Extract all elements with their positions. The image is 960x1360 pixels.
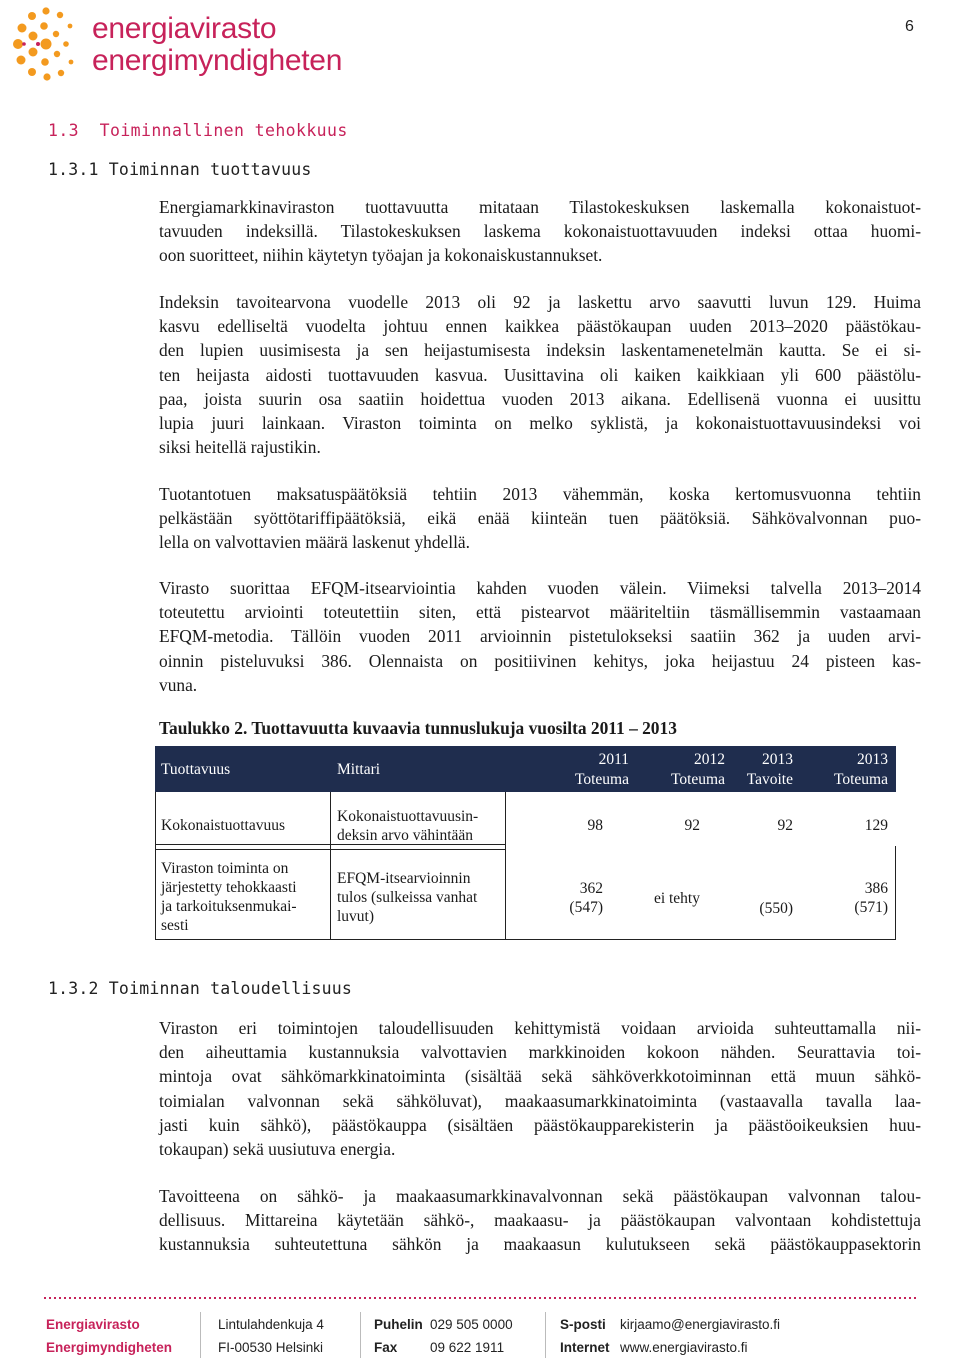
footer-separator [360, 1312, 361, 1358]
table-border [895, 846, 896, 940]
footer-address-city: FI-00530 Helsinki [218, 1340, 324, 1355]
header-type: Toteuma [670, 771, 725, 788]
header-2011-toteuma [535, 750, 629, 790]
row2-mittari [337, 869, 477, 926]
footer-address-street: Lintulahdenkuja 4 [218, 1317, 324, 1332]
footer-fax-label: Fax [374, 1340, 398, 1355]
footer-web-label: Internet [560, 1340, 610, 1355]
cell-line: (571) [854, 899, 888, 916]
cell-line: Viraston toiminta on [161, 860, 289, 877]
footer-separator [545, 1312, 546, 1358]
text-line: jasti kuin sähkö), päästökauppa (sisältäen päästökaupparekisterin ja päästöoikeuksien huu- [159, 1114, 921, 1135]
page-number: 6 [905, 18, 914, 35]
text-line: Energiamarkkinaviraston tuottavuutta mitataan Tilastokeskuksen laskemalla kokonaistuot- [159, 197, 921, 217]
text-line: ten heijasta aidosti tuottavuuden kasvua. Uusittavina oli kaiken kaikkiaan yli 600 päästölu- [159, 364, 921, 385]
text-line: lella on valvottavien määrä laskenut yhdellä. [159, 532, 470, 553]
text-line: Tuotantotuen maksatuspäätöksiä tehtiin 2013 vähemmän, koska kertomusvuonna tehtiin [159, 484, 921, 504]
text-line: den aiheuttamia kustannuksia valvottavien markkinoiden kokoon nähden. Seurattavia toi- [159, 1042, 921, 1063]
text-line: den lupien uusimisesta ja sen heijastumisesta indeksin laskentamenetelmän kautta. Se ei si- [159, 340, 921, 361]
text-line: mintoja ovat sähkömarkkinatoiminta (sisältää sekä sähköverkkotoiminnan että muun sähkö- [159, 1066, 921, 1087]
cell-line: tulos (sulkeissa vanhat [337, 889, 478, 906]
text-line: Indeksin tavoitearvona vuodelle 2013 oli 92 ja laskettu arvo saavutti luvun 129. Huima [159, 292, 921, 312]
cell-line: Kokonaistuottavuusin- [337, 808, 479, 825]
text-line: kustannuksia suhteutettuna sähkön ja maakaasun kulutukseen sekä päästökauppasektorin [159, 1234, 921, 1255]
footer-email: kirjaamo@energiavirasto.fi [620, 1317, 781, 1332]
paragraph-production-support [159, 482, 921, 555]
header-2013-toteuma [800, 750, 888, 790]
footer-fax: 09 622 1911 [430, 1340, 505, 1355]
cell-line: deksin arvo vähintään [337, 827, 474, 844]
text-line: paa, joista suurin osa saatiin hoidettua vuoden 2013 aikana. Edellisenä vuonna ei uusittu [159, 388, 921, 409]
footer-separator [200, 1312, 201, 1358]
text-line: kasvu edelliseltä vuodelta johtuu ennen kaikkea päästökaupan uuden 2013–2020 päästökau- [159, 316, 921, 337]
footer-brand-fi: Energiavirasto [46, 1317, 140, 1332]
text-line: Viraston eri toimintojen taloudellisuuden kehittymistä voidaan arvioida suhteuttamalla nii- [159, 1018, 921, 1038]
logo-text-sv: energimyndigheten [92, 44, 343, 77]
cell-line: (547) [569, 899, 603, 916]
footer-phone-label: Puhelin [374, 1317, 423, 1332]
cell-line: luvut) [337, 908, 375, 925]
text-line: pelkästään syöttötariffipäätöksiä, eikä enää kiinteän tuen päätöksiä. Sähkövalvonnan puo- [159, 508, 921, 529]
paragraph-efqm [159, 576, 921, 697]
text-line: tavuuden indeksillä. Tilastokeskuksen laskema kokonaistuottavuuden indeksi ottaa huomi- [159, 221, 921, 242]
row1-2013-tavoite: 92 [777, 817, 793, 834]
cell-line: 386 [864, 880, 888, 897]
text-line: vuna. [159, 674, 198, 695]
text-line: siksi heitellä rajustikin. [159, 437, 321, 458]
row2-2011 [535, 879, 603, 917]
paragraph-index-result [159, 290, 921, 459]
cell-line: 362 [579, 880, 603, 897]
row1-2011: 98 [587, 817, 603, 834]
footer-web: www.energiavirasto.fi [620, 1340, 748, 1355]
row2-2013-toteuma [800, 879, 888, 917]
header-tuottavuus: Tuottavuus [161, 761, 231, 778]
text-line: oinnin pisteluvuksi 386. Olennaista on positiivinen kehitys, joka heijastuu 24 pisteen kas- [159, 650, 921, 671]
text-line: EFQM-metodia. Tällöin vuoden 2011 arvioinnin pistetulokseksi saatiin 362 ja uuden arvi- [159, 626, 921, 647]
text-line: toteutettu arviointi toteutettiin siten, että pistearvot määriteltiin täsmällisemmin vastaamaan [159, 602, 921, 623]
table-border [330, 792, 331, 940]
section-heading: 1.3 Toiminnallinen tehokkuus [48, 121, 348, 140]
text-line: lupia juuri lainkaan. Viraston toiminta on melko syklistä, ja kokonaistuottavuusindeksi voi [159, 413, 921, 434]
paragraph-productivity-measure [159, 195, 921, 268]
row2-2013-tavoite: (550) [759, 900, 793, 917]
energiavirasto-logo [8, 6, 84, 82]
table-border [505, 792, 506, 940]
logo-text-fi: energiavirasto [92, 12, 277, 45]
footer-phone: 029 505 0000 [430, 1317, 513, 1332]
header-year: 2013 [762, 751, 793, 768]
text-line: Tavoitteena on sähkö- ja maakaasumarkkinavalvonnan sekä päästökaupan valvonnan talou- [159, 1186, 921, 1206]
header-year: 2012 [694, 751, 725, 768]
subsection-heading-economy: 1.3.2 Toiminnan taloudellisuus [48, 979, 353, 998]
header-2013-tavoite [725, 750, 793, 790]
header-type: Toteuma [574, 771, 629, 788]
header-year: 2011 [598, 751, 629, 768]
table-border [155, 849, 506, 850]
footer-dotted-rule [44, 1297, 916, 1299]
header-type: Tavoite [746, 771, 793, 788]
footer-brand-sv: Energimyndigheten [46, 1340, 173, 1355]
table-border [155, 792, 156, 940]
header-mittari: Mittari [337, 761, 381, 778]
row1-2013-toteuma: 129 [864, 817, 888, 834]
footer-email-label: S-posti [560, 1317, 606, 1332]
header-year: 2013 [857, 751, 888, 768]
text-line: dellisuus. Mittareina käytetään sähkö-, maakaasu- ja päästökaupan valvontaan kohdistettuja [159, 1210, 921, 1231]
cell-line: EFQM-itsearvioinnin [337, 870, 471, 887]
paragraph-economy-intro [159, 1016, 921, 1161]
subsection-heading-productivity: 1.3.1 Toiminnan tuottavuus [48, 160, 312, 179]
text-line: toimialan valvonnan sekä sähköluvat), maakaasumarkkinatoiminta (vastaavalla tavalla laa- [159, 1090, 921, 1111]
cell-line: järjestetty tehokkaasti [161, 879, 297, 896]
paragraph-economy-goal [159, 1184, 921, 1257]
productivity-kpi-table [155, 746, 896, 940]
text-line: Virasto suorittaa EFQM-itsearviointia kahden vuoden välein. Viimeksi talvella 2013–2014 [159, 578, 921, 598]
row1-tuottavuus: Kokonaistuottavuus [161, 817, 285, 834]
text-line: oon suoritteet, niihin käytetyn työajan ja kokonaiskustannukset. [159, 245, 603, 266]
table-border [155, 939, 896, 940]
row2-tuottavuus [161, 859, 297, 935]
text-line: tokaupan) sekä uusiutuva energia. [159, 1139, 396, 1160]
header-2012-toteuma [630, 750, 725, 790]
row1-mittari [337, 807, 478, 845]
row2-2012: ei tehty [653, 890, 700, 907]
row1-2012: 92 [684, 817, 700, 834]
cell-line: ja tarkoituksenmukai- [161, 898, 297, 915]
header-type: Toteuma [833, 771, 888, 788]
cell-line: sesti [161, 917, 189, 934]
table-caption: Taulukko 2. Tuottavuutta kuvaavia tunnuslukuja vuosilta 2011 – 2013 [159, 718, 677, 738]
